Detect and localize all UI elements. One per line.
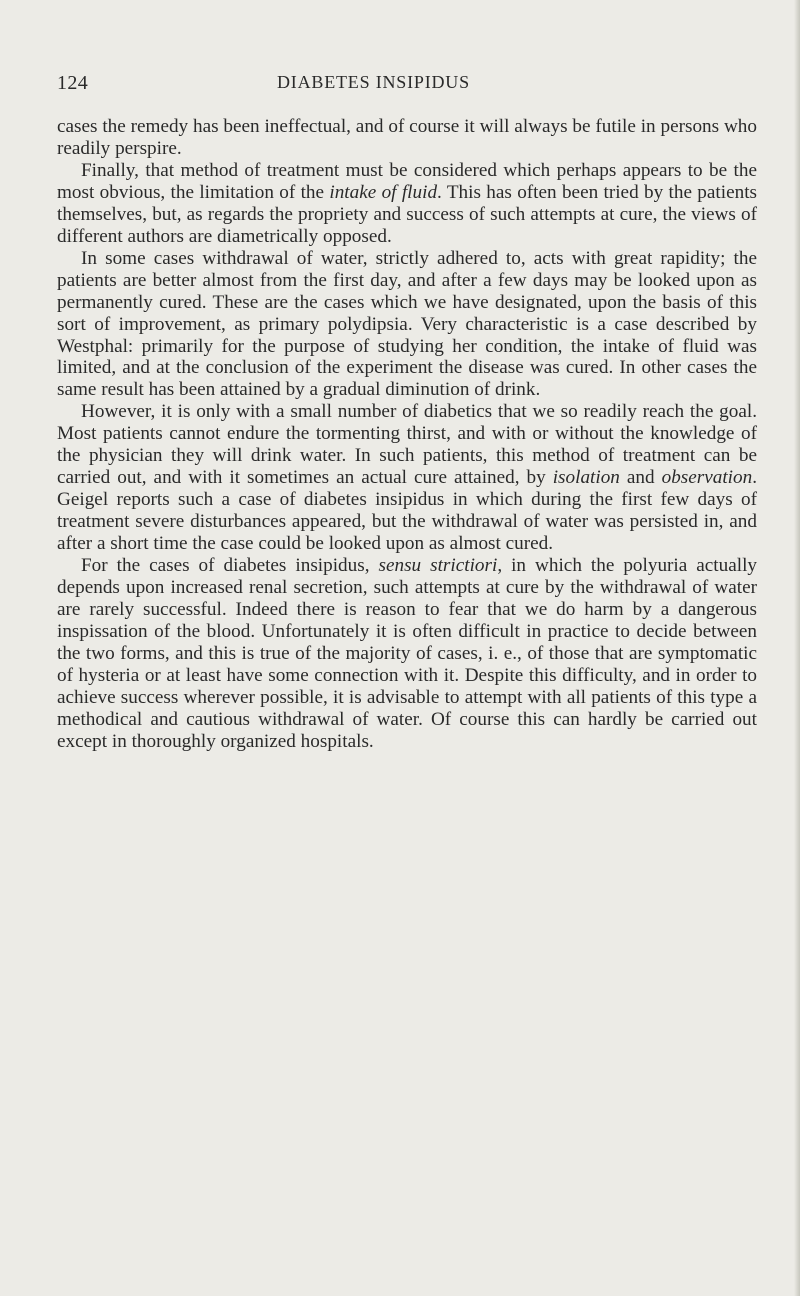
text-segment: and xyxy=(619,467,662,489)
body-text xyxy=(57,116,757,753)
paragraph xyxy=(57,160,757,248)
page-number: 124 xyxy=(57,72,89,94)
italic-term: observation xyxy=(661,467,753,489)
italic-term: isolation xyxy=(552,467,620,489)
text-segment: . This has often been tried by the patients themselves, but, as regards the propriety and success of such attempts at cure, the views of different authors are diametrically opposed. xyxy=(57,181,757,247)
paragraph xyxy=(57,116,757,160)
text-segment: , in which the polyuria actually depends upon increased renal secretion, such attempts at cure by the withdrawal of water are rarely successful. Indeed there is reason to fear that we do harm by a dangerous inspissation of the blood. Unfortunately it is often difficult in practice to decide between the two forms, and this is true of the majority of cases, i. e., of those that are symptomatic of hysteria or at least have some connection with it. Despite this difficulty, and in order to achieve success wherever possible, it is advisable to attempt with all patients of this type a methodical and cautious withdrawal of water. Of course this can hardly be carried out except in thoroughly organized hospitals. xyxy=(57,555,758,752)
italic-term: sensu strictiori xyxy=(378,555,498,577)
paragraph xyxy=(57,248,757,402)
text-segment: However, it is only with a small number of diabetics that we so readily reach the goal. Most patients cannot endure the tormenting thirst, and with or without the knowledge of the physician they will drink water. In such patients, this method of treatment can be carried out, and with it sometimes an actual cure attained, by xyxy=(57,401,757,489)
running-title: DIABETES INSIPIDUS xyxy=(277,72,470,92)
text-segment: cases the remedy has been ineffectual, and of course it will always be futile in persons who readily perspire. xyxy=(57,116,757,159)
paragraph xyxy=(57,555,757,753)
running-head xyxy=(57,72,757,96)
text-segment: In some cases withdrawal of water, strictly adhered to, acts with great rapidity; the patients are better almost from the first day, and after a few days may be looked upon as permanently cured. These are the cases which we have designated, upon the basis of this sort of improvement, as primary polydipsia. Very characteristic is a case described by Westphal: primarily for the purpose of studying her condition, the intake of fluid was limited, and at the conclusion of the experiment the disease was cured. In other cases the same result has been attained by a gradual diminution of drink. xyxy=(57,247,757,401)
text-segment: . Geigel reports such a case of diabetes insipidus in which during the first few days of treatment severe disturbances appeared, but the withdrawal of water was persisted in, and after a short time the case could be looked upon as almost cured. xyxy=(57,467,757,555)
paragraph xyxy=(57,401,757,555)
italic-term: intake of fluid xyxy=(329,181,438,203)
text-segment: Finally, that method of treatment must be considered which perhaps appears to be the most obvious, the limitation of the xyxy=(57,159,757,203)
text-segment: For the cases of diabetes insipidus, xyxy=(81,555,379,577)
page-edge-shadow xyxy=(794,0,800,1296)
